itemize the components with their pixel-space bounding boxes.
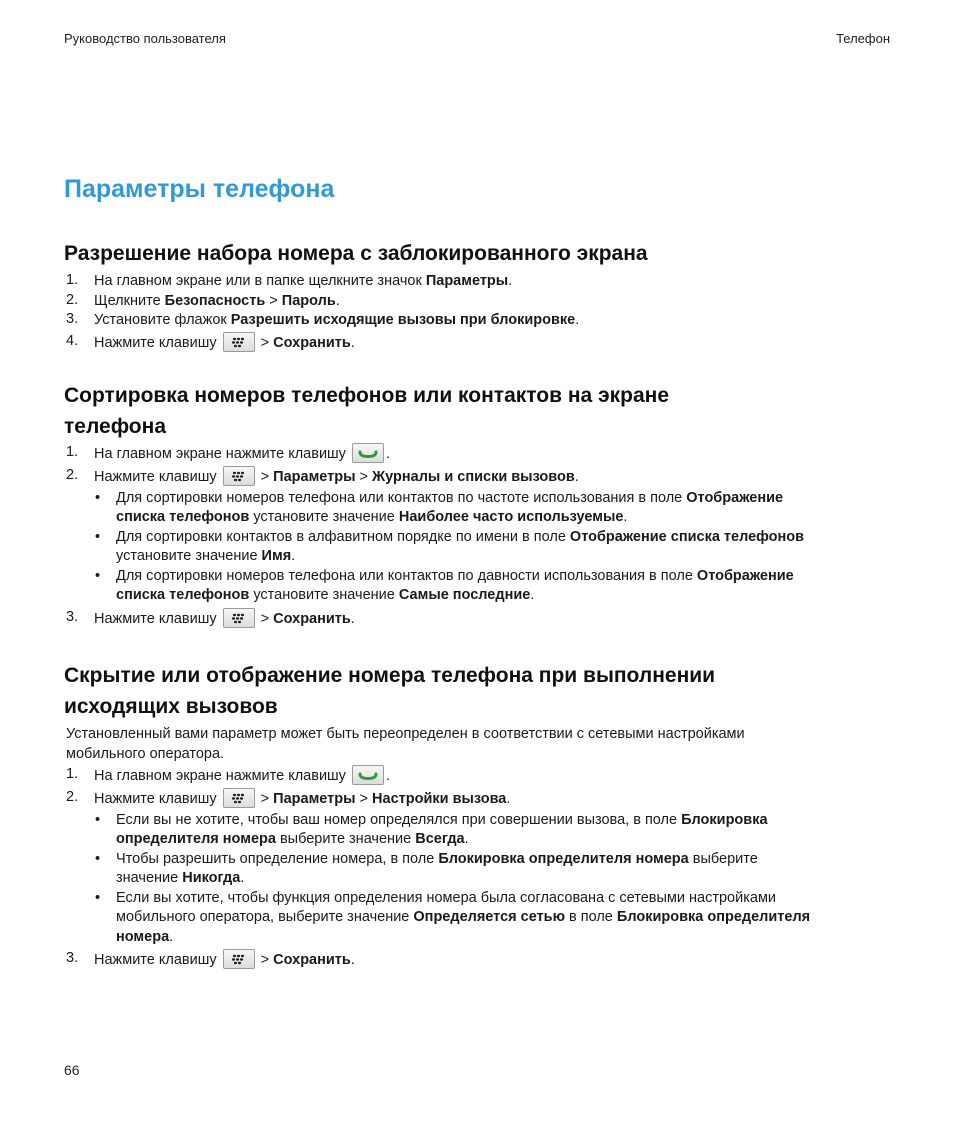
- step-1: [64, 272, 904, 292]
- step-text: .: [350, 610, 355, 627]
- step-text: На главном экране нажмите клавишу: [94, 445, 350, 462]
- ui-term: Блокировка: [681, 811, 768, 828]
- bullet-item: [64, 528, 904, 567]
- ui-term: Блокировка определителя: [616, 909, 811, 926]
- step-text: >: [256, 951, 274, 968]
- bullet-text: Для сортировки номеров телефона или контактов по давности использования в поле: [116, 567, 697, 584]
- ui-term: Пароль: [281, 292, 336, 309]
- step-number: 1.: [66, 272, 79, 288]
- heading-line: телефона: [64, 415, 166, 438]
- section-sort-numbers: [64, 380, 904, 629]
- bullet-text: .: [240, 870, 245, 887]
- step-number: 1.: [66, 766, 79, 782]
- step-4: [64, 333, 904, 353]
- bullet-text: .: [530, 587, 535, 604]
- send-key-icon: [352, 443, 384, 463]
- ui-term: Блокировка определителя номера: [438, 850, 689, 867]
- bullet-item: [64, 850, 904, 889]
- bullet-text: значение: [116, 870, 183, 887]
- step-text: Щелкните: [94, 292, 165, 309]
- step-text: .: [350, 334, 355, 351]
- ui-term: Отображение: [696, 567, 794, 584]
- bullet-text: .: [464, 831, 469, 848]
- ui-term: Самые последние: [398, 587, 531, 604]
- ui-term: Определяется сетью: [413, 909, 565, 926]
- heading-line: исходящих вызовов: [64, 695, 278, 718]
- bullet-dot: •: [95, 889, 101, 906]
- ui-term: списка телефонов: [116, 587, 250, 604]
- step-text: .: [350, 951, 355, 968]
- step-text: Нажмите клавишу: [94, 951, 221, 968]
- step-text: .: [385, 767, 390, 784]
- ui-term: Параметры: [273, 791, 356, 808]
- running-header-right: Телефон: [836, 31, 890, 46]
- step-number: 3.: [66, 608, 79, 625]
- step-text: Нажмите клавишу: [94, 791, 221, 808]
- bullet-text: Если вы не хотите, чтобы ваш номер определялся при совершении вызова, в поле: [116, 811, 682, 828]
- bullet-item: [64, 489, 904, 528]
- ui-term: номера: [116, 928, 170, 945]
- ui-term: определителя номера: [116, 831, 276, 848]
- bullet-text: выберите: [688, 850, 758, 867]
- ui-term: списка телефонов: [116, 509, 250, 526]
- ui-term: Параметры: [273, 469, 356, 486]
- step-text: Установите флажок: [94, 312, 231, 328]
- ui-term: Настройки вызова: [372, 791, 507, 808]
- step-text: .: [508, 273, 513, 289]
- bullet-text: в поле: [564, 909, 617, 926]
- step-2: [64, 467, 904, 487]
- step-text: .: [575, 312, 580, 328]
- bullet-text: Для сортировки номеров телефона или контактов по частоте использования в поле: [116, 489, 687, 506]
- intro-text: мобильного оператора.: [66, 745, 225, 762]
- section-hide-show-number: [64, 660, 904, 970]
- running-header-left: Руководство пользователя: [64, 31, 226, 46]
- step-text: .: [506, 791, 511, 808]
- bullet-dot: •: [95, 489, 101, 506]
- ui-term: Наиболее часто используемые: [398, 509, 624, 526]
- heading-line: Скрытие или отображение номера телефона при выполнении: [64, 664, 716, 687]
- bullet-text: .: [623, 509, 628, 526]
- ui-term: Безопасность: [164, 292, 266, 309]
- bullet-text: .: [291, 548, 296, 565]
- step-text: >: [256, 334, 274, 351]
- bullet-text: установите значение: [249, 509, 399, 526]
- ui-term: Журналы и списки вызовов: [372, 469, 575, 486]
- menu-key-icon: [223, 332, 255, 352]
- bullet-dot: •: [95, 567, 101, 584]
- menu-key-icon: [223, 608, 255, 628]
- step-number: 3.: [66, 311, 79, 327]
- step-text: >: [256, 469, 274, 486]
- step-3: [64, 950, 904, 970]
- step-text: >: [355, 469, 373, 486]
- step-text: .: [335, 292, 340, 309]
- step-text: На главном экране или в папке щелкните значок: [94, 273, 426, 289]
- ui-term: Сохранить: [273, 334, 351, 351]
- step-text: Нажмите клавишу: [94, 469, 221, 486]
- step-3: [64, 311, 904, 331]
- section-allow-dial-locked: [64, 238, 904, 353]
- step-number: 1.: [66, 444, 79, 460]
- step-2: [64, 292, 904, 312]
- step-3: [64, 609, 904, 629]
- ui-term: Всегда: [415, 831, 465, 848]
- step-number: 2.: [66, 789, 79, 806]
- bullet-text: Для сортировки контактов в алфавитном порядке по имени в поле: [116, 528, 570, 545]
- intro-text: Установленный вами параметр может быть переопределен в соответствии с сетевыми настройками: [66, 726, 745, 742]
- step-text: Нажмите клавишу: [94, 334, 221, 351]
- ui-term: Имя: [261, 548, 292, 565]
- send-key-icon: [352, 765, 384, 785]
- bullet-dot: •: [95, 811, 101, 828]
- bullet-text: Чтобы разрешить определение номера, в поле: [116, 850, 439, 867]
- bullet-text: Если вы хотите, чтобы функция определения номера была согласована с сетевыми настройками: [116, 889, 777, 906]
- heading-line: Сортировка номеров телефонов или контактов на экране: [64, 384, 670, 407]
- bullet-text: выберите значение: [275, 831, 416, 848]
- step-number: 2.: [66, 291, 79, 308]
- step-text: .: [574, 469, 579, 486]
- ui-term: Параметры: [425, 273, 509, 289]
- ui-term: Сохранить: [273, 951, 351, 968]
- step-text: .: [385, 445, 390, 462]
- step-number: 3.: [66, 950, 79, 967]
- ui-term: Отображение: [686, 489, 784, 506]
- step-text: >: [355, 791, 373, 808]
- menu-key-icon: [223, 788, 255, 808]
- bullet-text: установите значение: [116, 548, 262, 565]
- bullet-text: мобильного оператора, выберите значение: [116, 909, 414, 926]
- step-text: >: [256, 791, 274, 808]
- bullet-item: [64, 889, 904, 948]
- ui-term: Отображение списка телефонов: [569, 528, 805, 545]
- step-text: На главном экране нажмите клавишу: [94, 767, 350, 784]
- section-heading: [64, 380, 904, 442]
- ui-term: Разрешить исходящие вызовы при блокировке: [230, 312, 576, 328]
- step-text: Нажмите клавишу: [94, 610, 221, 627]
- page-title: Параметры телефона: [64, 175, 335, 203]
- step-text: >: [265, 292, 282, 309]
- menu-key-icon: [223, 949, 255, 969]
- step-text: >: [256, 610, 274, 627]
- step-number: 4.: [66, 332, 79, 349]
- menu-key-icon: [223, 466, 255, 486]
- step-1: [64, 444, 904, 464]
- bullet-dot: •: [95, 528, 101, 545]
- section-heading: Разрешение набора номера с заблокированного экрана: [64, 242, 648, 265]
- page-number: 66: [64, 1062, 80, 1078]
- bullet-text: .: [169, 928, 174, 945]
- bullet-item: [64, 811, 904, 850]
- intro-paragraph: [64, 725, 904, 764]
- section-heading: [64, 660, 904, 722]
- step-1: [64, 766, 904, 786]
- bullet-text: установите значение: [249, 587, 399, 604]
- step-number: 2.: [66, 467, 79, 484]
- ui-term: Сохранить: [273, 610, 351, 627]
- ui-term: Никогда: [182, 870, 241, 887]
- bullet-dot: •: [95, 850, 101, 867]
- bullet-item: [64, 567, 904, 606]
- step-2: [64, 789, 904, 809]
